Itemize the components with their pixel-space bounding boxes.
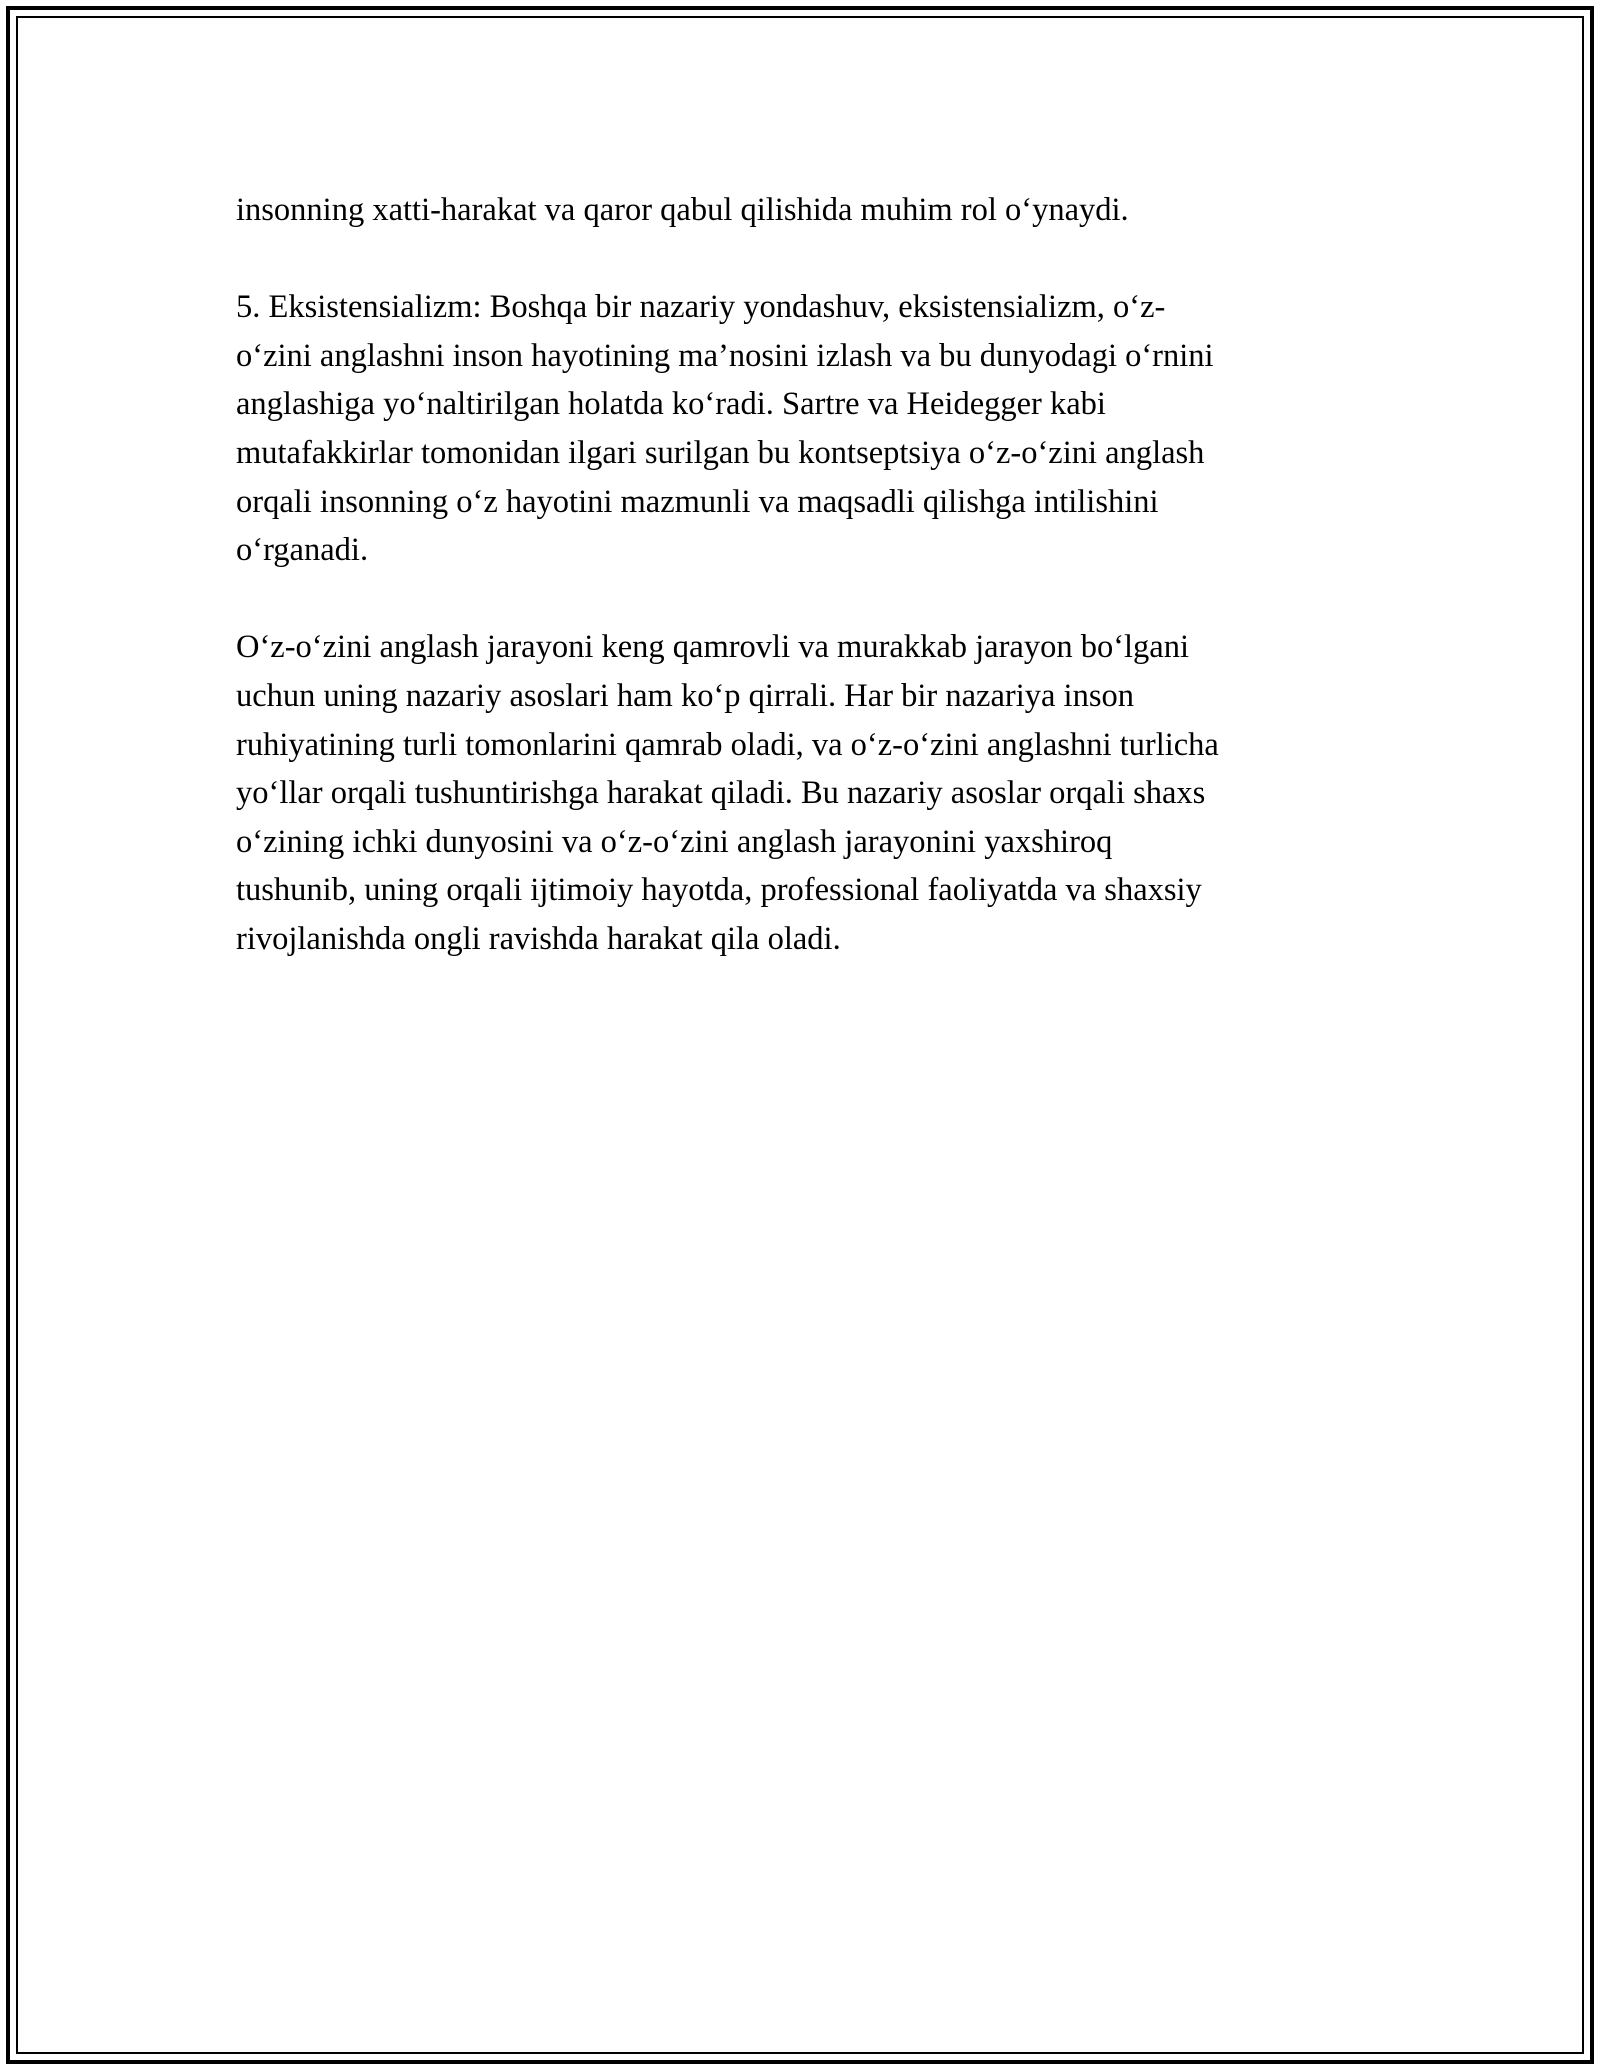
text-line: o‘zini anglashni inson hayotining ma’nosini izlash va bu dunyodagi o‘rnini — [236, 337, 1214, 374]
paragraph-existentialism — [236, 283, 1356, 575]
text-line: o‘zining ichki dunyosini va o‘z-o‘zini anglash jarayonini yaxshiroq — [236, 823, 1113, 860]
paragraph-spacer — [236, 575, 1356, 624]
text-line: 5. Eksistensializm: Boshqa bir nazariy yondashuv, eksistensializm, o‘z- — [236, 289, 1166, 326]
paragraph-conclusion — [236, 623, 1356, 963]
text-line: yo‘llar orqali tushuntirishga harakat qiladi. Bu nazariy asoslar orqali shaxs — [236, 775, 1206, 812]
text-line: anglashiga yo‘naltirilgan holatda ko‘radi. Sartre va Heidegger kabi — [236, 386, 1106, 423]
paragraph-continuation — [236, 186, 1356, 235]
text-line: O‘z-o‘zini anglash jarayoni keng qamrovli va murakkab jarayon bo‘lgani — [236, 629, 1190, 666]
text-line: orqali insonning o‘z hayotini mazmunli va maqsadli qilishga intilishini — [236, 483, 1159, 520]
text-line: mutafakkirlar tomonidan ilgari surilgan bu kontseptsiya o‘z-o‘zini anglash — [236, 434, 1205, 471]
document-body — [236, 186, 1356, 964]
text-line: rivojlanishda ongli ravishda harakat qila oladi. — [236, 920, 841, 957]
text-line: uchun uning nazariy asoslari ham ko‘p qirrali. Har bir nazariya inson — [236, 677, 1134, 714]
text-line: o‘rganadi. — [236, 532, 369, 569]
text-line: ruhiyatining turli tomonlarini qamrab oladi, va o‘z-o‘zini anglashni turlicha — [236, 726, 1219, 763]
text-line: tushunib, uning orqali ijtimoiy hayotda, professional faoliyatda va shaxsiy — [236, 872, 1202, 909]
text-line: insonning xatti-harakat va qaror qabul qilishida muhim rol o‘ynaydi. — [236, 192, 1129, 228]
paragraph-spacer — [236, 235, 1356, 284]
